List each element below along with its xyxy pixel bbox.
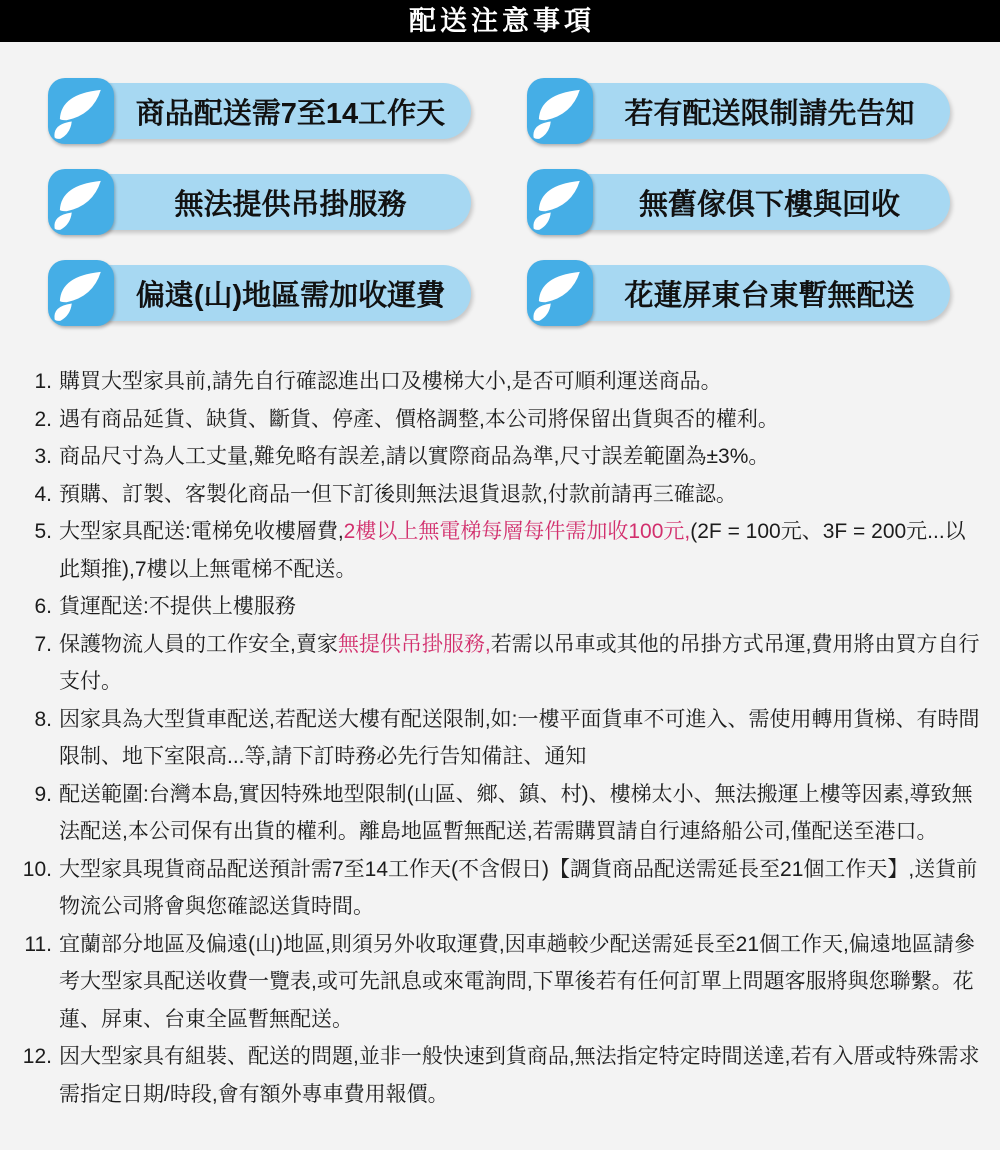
note-item xyxy=(16,851,982,926)
page-title: 配送注意事項 xyxy=(409,5,595,36)
note-segment: 購買大型家具前,請先自行確認進出口及樓梯大小,是否可順利運送商品。 xyxy=(59,370,722,393)
note-segment: 若需以吊車或其他的吊掛方式吊運,費用將由買方自行支付。 xyxy=(59,632,980,693)
note-segment: 預購、訂製、客製化商品一但下訂後則無法退貨退款,付款前請再三確認。 xyxy=(59,482,737,506)
note-number: 12. xyxy=(22,1045,52,1068)
note-text xyxy=(59,513,982,588)
note-segment: 保護物流人員的工作安全,賣家 xyxy=(59,632,338,656)
note-number: 8. xyxy=(34,707,52,731)
note-segment: 商品尺寸為人工丈量,難免略有誤差,請以實際商品為準,尺寸誤差範圍為±3%。 xyxy=(59,445,770,468)
badge-label: 若有配送限制請先告知 xyxy=(559,83,950,139)
note-text xyxy=(59,851,982,926)
note-text xyxy=(59,626,982,701)
note-text xyxy=(59,438,982,476)
note-item xyxy=(16,438,982,476)
note-text xyxy=(59,363,982,401)
leaf-icon xyxy=(527,78,593,144)
note-text xyxy=(59,926,982,1039)
note-number: 9. xyxy=(34,782,52,806)
note-text xyxy=(59,776,982,851)
delivery-badge xyxy=(527,78,950,144)
note-number: 5. xyxy=(34,520,52,543)
badge-label: 偏遠(山)地區需加收運費 xyxy=(80,265,471,321)
badge-label: 無舊傢俱下樓與回收 xyxy=(559,174,950,230)
badge-label: 商品配送需7至14工作天 xyxy=(80,83,471,139)
note-number: 2. xyxy=(34,407,52,431)
leaf-icon xyxy=(48,78,114,144)
note-segment-highlight: 2樓以上無電梯每層每件需加收100元, xyxy=(343,520,691,543)
note-segment: 因大型家具有組裝、配送的問題,並非一般快速到貨商品,無法指定特定時間送達,若有入厝或特殊需求需指定日期/時段,會有額外專車費用報價。 xyxy=(59,1045,980,1106)
note-segment-highlight: 無提供吊掛服務, xyxy=(337,632,491,656)
note-number: 10. xyxy=(22,857,52,881)
note-segment: 大型家具配送:電梯免收樓層費, xyxy=(59,520,344,543)
note-segment: 因家具為大型貨車配送,若配送大樓有配送限制,如:一樓平面貨車不可進入、需使用轉用貨梯、有時間限制、地下室限高...等,請下訂時務必先行告知備註、通知 xyxy=(59,707,980,768)
leaf-icon xyxy=(48,260,114,326)
badge-label: 無法提供吊掛服務 xyxy=(80,174,471,230)
note-segment: (2F = 100元、3F = 200元...以此類推),7樓以上無電梯不配送。 xyxy=(59,520,966,581)
delivery-badge xyxy=(48,260,471,326)
note-segment: 大型家具現貨商品配送預計需7至14工作天(不含假日)【調貨商品配送需延長至21個工作天】,送貨前物流公司將會與您確認送貨時間。 xyxy=(59,857,978,918)
note-item xyxy=(16,626,982,701)
notes-list xyxy=(0,326,1000,1113)
note-segment: 貨運配送:不提供上樓服務 xyxy=(59,595,296,618)
note-segment: 配送範圍:台灣本島,實因特殊地型限制(山區、鄉、鎮、村)、樓梯太小、無法搬運上樓等因素,導致無法配送,本公司保有出貨的權利。離島地區暫無配送,若需購買請自行連絡船公司,僅配送至港口。 xyxy=(59,782,973,843)
note-item xyxy=(16,588,982,626)
note-item xyxy=(16,776,982,851)
note-item xyxy=(16,476,982,514)
note-item xyxy=(16,926,982,1039)
note-item xyxy=(16,1038,982,1113)
note-item xyxy=(16,363,982,401)
note-text xyxy=(59,1038,982,1113)
note-number: 4. xyxy=(34,482,52,506)
note-number: 6. xyxy=(34,595,52,618)
note-number: 1. xyxy=(34,370,52,393)
note-text xyxy=(59,701,982,776)
note-segment: 宜蘭部分地區及偏遠(山)地區,則須另外收取運費,因車趟較少配送需延長至21個工作天,偏遠地區請參考大型家具配送收費一覽表,或可先訊息或來電詢問,下單後若有任何訂單上問題客服將與您聯繫。花蓮、屏東、台東全區暫無配送。 xyxy=(59,932,975,1031)
note-number: 11. xyxy=(24,932,52,956)
leaf-icon xyxy=(527,169,593,235)
leaf-icon xyxy=(48,169,114,235)
delivery-badge xyxy=(48,78,471,144)
delivery-badge xyxy=(48,169,471,235)
delivery-badge xyxy=(527,169,950,235)
badge-label: 花蓮屏東台東暫無配送 xyxy=(559,265,950,321)
delivery-badge xyxy=(527,260,950,326)
note-text xyxy=(59,588,982,626)
note-item xyxy=(16,513,982,588)
note-item xyxy=(16,701,982,776)
note-number: 7. xyxy=(34,632,52,656)
note-segment: 遇有商品延貨、缺貨、斷貨、停產、價格調整,本公司將保留出貨與否的權利。 xyxy=(59,407,779,431)
badge-grid xyxy=(0,42,1000,326)
page-header xyxy=(0,0,1000,42)
note-text xyxy=(59,476,982,514)
note-number: 3. xyxy=(34,445,52,468)
note-text xyxy=(59,401,982,439)
leaf-icon xyxy=(527,260,593,326)
note-item xyxy=(16,401,982,439)
